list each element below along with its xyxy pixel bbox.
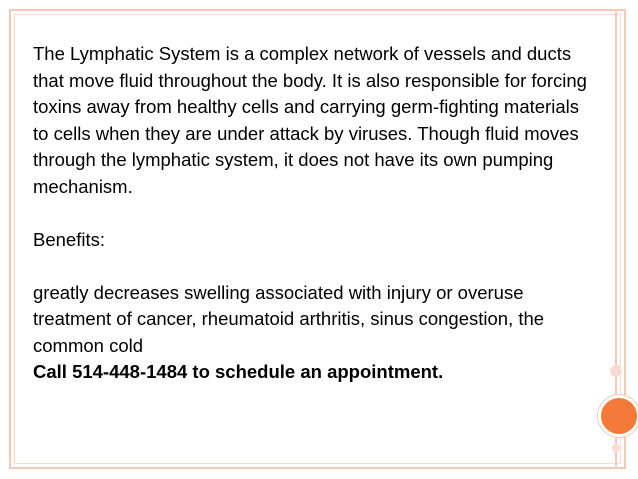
spacer bbox=[33, 200, 593, 227]
decorative-dot-small-bottom bbox=[612, 444, 620, 452]
decorative-orange-circle bbox=[598, 395, 638, 437]
benefit-item: greatly decreases swelling associated with injury or overuse bbox=[33, 281, 524, 303]
benefit-item: treatment of cancer, rheumatoid arthritis, sinus congestion, the common cold bbox=[33, 308, 545, 356]
intro-paragraph: The Lymphatic System is a complex network of vessels and ducts that move fluid throughout the body. It is also responsible for forcing toxins away from healthy cells and carrying germ-fighting materials to cells when they are under attack by viruses. Though fluid moves through the lymphatic system, it does not have its own pumping mechanism. bbox=[33, 43, 587, 197]
spacer bbox=[33, 253, 593, 280]
benefits-heading: Benefits: bbox=[33, 228, 105, 250]
decorative-dot-small-top bbox=[610, 365, 622, 377]
call-to-action: Call 514-448-1484 to schedule an appointment. bbox=[33, 361, 444, 382]
slide-content bbox=[33, 41, 593, 386]
